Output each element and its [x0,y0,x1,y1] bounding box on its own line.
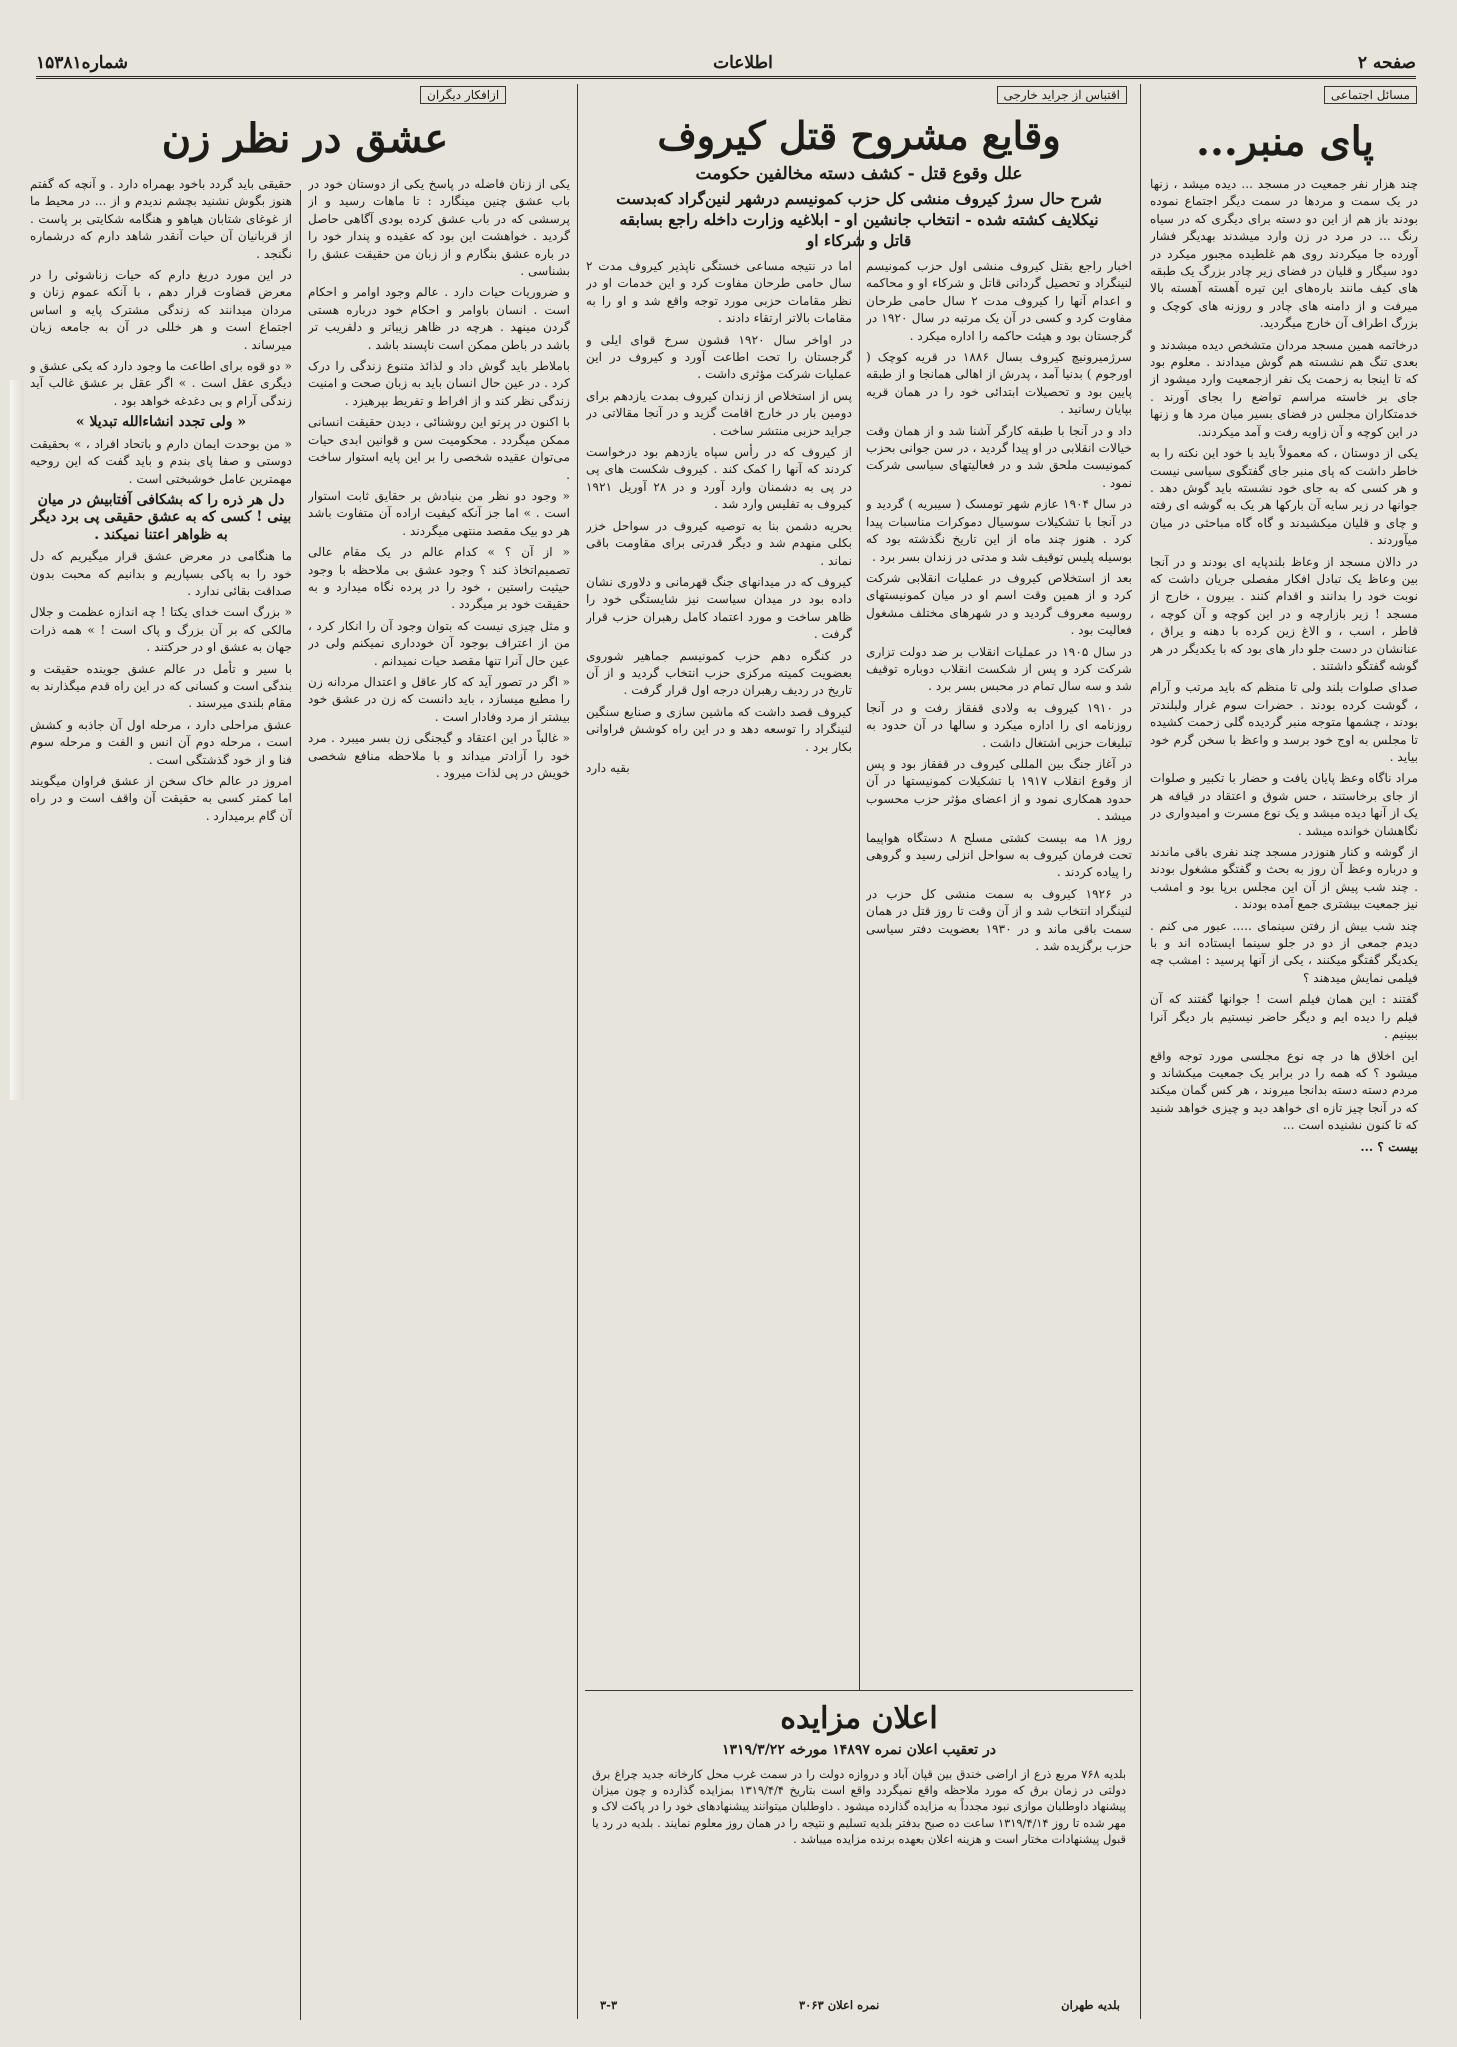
article-subhead: نیکلایف کشته شده - انتخاب جانشین او - ابلاغیه وزارت داخله راجع بسابقه [619,210,1099,229]
paragraph: این اخلاق ها در چه نوع مجلسی مورد توجه واقع میشود ؟ که همه را در برابر یک جمعیت میکشاند و مردم دسته دسته بدانجا میروند ، هر کس گمان میکند که در آنجا چیز تازه ای خواهد دید و چیزی خواهد شنید که تا کنون نشنیده است ... [1150,1048,1418,1133]
ad-subtitle: در تعقیب اعلان نمره ۱۴۸۹۷ مورخه ۱۳۱۹/۳/۲۲ [721,1742,996,1758]
section-tag: مسائل اجتماعی [1324,86,1417,104]
paragraph: اما در نتیجه مساعی خستگی ناپذیر کیروف مدت ۲ سال حامی طرحان مفاوت کرد و این خدمات او در نظر مقامات حزبی مورد توجه واقع شد و او را به مقامات بالاتر ارتقاء دادند . [586,259,852,326]
paragraph: چند شب بیش از رفتن سینمای ..... عبور می کنم . دیدم جمعی از دو در جلو سینما ایستاده اند و با یکدیگر گفتگو میکنند ، یکی از آنها پرسید : امشب چه فیلمی نمایش میدهند ؟ [1150,918,1418,985]
paragraph: در کنگره دهم حزب کمونیسم جماهیر شوروی بعضویت کمیته مرکزی حزب انتخاب گردید و از آن تاریخ در ردیف رهبران درجه اول قرار گرفت . [586,648,852,698]
paragraph: مراد ناگاه وعظ پایان یافت و حضار با تکبیر و صلوات از جای برخاستند ، حس شوق و اعتقاد در قیافه هر یک از آنها دیده میشد و یک نوع مسرت و امیدواری در نگاهشان خوانده میشد . [1150,771,1418,838]
paragraph: در آغاز جنگ بین المللی کیروف در قفقاز بود و پس از وقوع انقلاب ۱۹۱۷ با تشکیلات کمونیستها در آن حدود همکاری نمود و از اعضای مؤثر حزب محسوب میشد . [866,756,1132,824]
paragraph: با سیر و تأمل در عالم عشق جوینده حقیقت و بندگی است و کسانی که در این راه قدم میگذارند به مقام بلندی میرسند . [30,661,292,711]
article-body-right [866,258,1132,1682]
paragraph: از گوشه و کنار هنوزدر مسجد چند نفری باقی ماندند و درباره وعظ آن روز به بحث و گفتگو مشغول بودند . چند شب پیش از آن این مجلس برپا بود و امشب نیز جمعیت بیشتری جمع آمده بودند . [1150,845,1418,912]
article-subhead: علل وقوع قتل - کشف دسته مخالفین حکومت [695,164,1023,184]
paragraph: « وجود دو نظر من بنیادش بر حقایق ثابت استوار است . » اما جز آنکه کیفیت اراده آن متفاوت باشد هر دو بیک مقصد منتهی میگردند . [308,488,570,538]
paragraph: صدای صلوات بلند ولی تا منظم که باید مرتب و آرام ، گوشت کرده بودند . حضرات سوم غرار ولبلندتر بودند ، چشمها متوجه منبر گردیده گلی زحمت کشیده تا مجلس به اوج خود برسد و واعظ با سخن گرم خود بیاید . [1150,680,1418,764]
paragraph: بعد از استخلاص کیروف در عملیات انقلابی شرکت کرد و از همین وقت اسم او در میان کمونیستهای روسیه معروف گردید و در شهرهای مختلف مشغول فعالیت بود . [866,570,1132,638]
ad-number: نمره اعلان ۳۰۶۳ [798,1998,880,2012]
paragraph: با اکنون در پرتو این روشنائی ، دیدن حقیقت انسانی ممکن میگردد . محکومیت سن و قوانین ابدی حیات می‌توان عقیده شخصی را بر این پایه استوار ساخت . [308,415,570,482]
paragraph: گفتند : این همان فیلم است ! جوانها گفتند که آن فیلم را دیده ایم و دیگر حاضر نیستیم بار دیگر آنرا ببینیم . [1150,992,1418,1042]
paragraph: در این مورد دریغ دارم که حیات زناشوئی را در معرض قضاوت قرار دهم ، با آنکه عموم زنان و مردان میدانند که زندگی مشترک پایه و اساس اجتماع است و هر خللی در آن به جامعه زیان میرساند . [30,268,292,352]
ad-rule [585,1690,1133,1691]
article-body-left [30,176,292,2016]
paragraph: ما هنگامی در معرض عشق قرار میگیریم که دل خود را به پاکی بسپاریم و بدانیم که محبت بدون صداقت بقائی ندارد . [30,549,292,598]
section-tag: اقتباس از جراید خارجی [997,86,1128,104]
paragraph: باملاطر باید گوش داد و لذائذ متنوع زندگی را درک کرد . در عین حال انسان باید به زبان صحت و امنیت زندگی نظر کند و از افراط و تفریط بپرهیزد . [308,359,570,408]
paragraph: بیست ؟ ... [1360,1139,1418,1154]
column-rule [577,84,578,2019]
paragraph: امروز در عالم خاک سخن از عشق فراوان میگویند اما کمتر کسی به حقیقت آن واقف است و در راه آن گام برمیدارد . [30,774,292,823]
newspaper-name: اطلاعات [713,53,773,73]
ad-code: ۳-۳ [600,1998,618,2012]
paragraph: بحریه دشمن بنا به توصیه کیروف در سواحل خزر بکلی منهدم شد و دیگر قدرتی برای مقاومت باقی نماند . [586,518,852,568]
ad-footer [600,1998,1120,2012]
inline-heading: دل هر ذره را که بشکافی آفتابیش در میان بینی ! کسی که به عشق حقیقی پی برد دیگر به ظواهر اعتنا نمیکند . [30,491,292,543]
paragraph: « بزرگ است خدای یکتا ! چه اندازه عظمت و جلال مالکی که بر آن بزرگ و پاک است ! » همه ذرات جهان به عشق او در حرکتند . [30,605,292,655]
paragraph: کیروف که در میدانهای جنگ قهرمانی و دلاوری نشان داده بود در میدان سیاست نیز شایستگی خود را ظاهر ساخت و مورد اعتماد کامل رهبران حزب قرار گرفت . [586,574,852,642]
article-headline: عشق در نظر زن [161,115,449,162]
article-body-right [308,176,570,2016]
paragraph: چند هزار نفر جمعیت در مسجد ... دیده میشد ، زنها در یک سمت و مردها در سمت دیگر اجتماع نموده بودند باز هم از این دو دسته برای دیگری که در سیاه رنگ ... در مرد در زن وارد میشدند بهدیگر فشار آورده جا میکردند روی هم غلطیده مجبور میکرد در دود سیگار و قلیان در فضای زیر چادر بزرگ یک طبقه های کیف مانند باره‌های این تیره آهسته آهسته بالا میرفت و از دامنه های چادر و روزنه های کوچک و بزرگ اطراف آن خارج میگردید. [1150,177,1418,331]
paragraph: در ۱۹۲۶ کیروف به سمت منشی کل حزب در لنینگراد انتخاب شد و از آن وقت تا روز قتل در همان سمت باقی ماند و در ۱۹۳۰ بعضویت دفتر سیاسی حزب برگزیده شد . [866,886,1132,954]
paragraph: داد و در آنجا با طبقه کارگر آشنا شد و از همان وقت خیالات انقلابی در او پیدا گردید ، در سن جوانی بحزب کمونیست ملحق شد و در فعالیتهای سیاسی شرکت نمود . [866,423,1132,490]
paragraph: در ۱۹۱۰ کیروف به ولادی قفقاز رفت و در آنجا روزنامه ای را اداره میکرد و سالها در آن حدود به تبلیغات حزبی اشتغال داشت . [866,700,1132,750]
paragraph: یکی از دوستان ، که معمولاً باید با خود این نکته را به خاطر داشت که پای منبر جای گفتگوی سیاسی نیست و هر کسی که به جای خود نشسته باید گوش دهد . جوانها در زیر سایه آن بارکها هر یک به گوشه ای رفته و چای و قلیان میکشیدند و گاه گاه مباحثی در میان میآوردند . [1150,446,1418,548]
column-rule [300,190,301,2020]
ad-title: اعلان مزایده [780,1701,938,1736]
column-rule [859,230,860,1690]
paragraph: در اواخر سال ۱۹۲۰ قشون سرخ قوای ایلی و گرجستان را تحت اطاعت آورد و کیروف در این عملیات شرکت مؤثری داشت . [586,332,852,382]
masthead [36,50,1416,79]
paragraph: بقیه دارد [586,760,630,775]
inline-heading: « ولی تجدد انشاءالله تبدیلا » [75,414,247,431]
paragraph: « من بوحدت ایمان دارم و باتحاد افراد ، » بحقیقت دوستی و صفا پای بندم و باید گفت که این روحیه مهمترین عامل خوشبختی است . [30,436,292,486]
paragraph: عشق مراحلی دارد ، مرحله اول آن جاذبه و کشش است ، مرحله دوم آن انس و الفت و مرحله سوم فنا و از خود گذشتگی است . [30,717,292,767]
article-body [1150,176,1418,2016]
paragraph: در دالان مسجد از وعاظ بلندپایه ای بودند و در آنجا بین وعاظ یک تبادل افکار مفصلی جریان داشت که نوبت خود را بدانند و اقدام کنند . بیرون ، خارج از مسجد ! زیر بازارچه و در این کوچه و آن کوچه ، قاطر ، اسب ، و الاغ زین کرده با دهنه و یراق ، عنانشان در دست جلو دار های بود که با یکدیگر در هر گوشه گفتگو داشتند . [1150,554,1418,673]
paragraph: و ضروریات حیات دارد . عالم وجود اوامر و احکام است . انسان باوامر و احکام خود درباره هستی گردن مینهد . هرچه در ظاهر زیباتر و دلفریب تر باشد در باطن ممکن است ناپسند باشد . [308,285,570,352]
ad-body: بلدیه ۷۶۸ مربع ذرع از اراضی خندق بین قپان آباد و دروازه دولت را در سمت غرب محل کارخانه جدید چراغ برق دولتی در زمان برق که مورد ملاحظه واقع نمیگردد واقع است بتاریخ ۱۳۱۹/۴/۴ بمزایده گذارده و چون میزان پیشنهاد داوطلبان موازی نبود مجدداً به مزایده گذارده میشود . داوطلبان میتوانند پیشنهادهای خود را در پاکت لاک و مهر شده تا روز ۱۳۱۹/۴/۱۴ ساعت ده صبح بدفتر بلدیه تسلیم و نتیجه را در همان روز معلوم نمایند . بلدیه در رد یا قبول پیشنهادات مختار است و هزینه اعلان بعهده برنده مزایده میباشد . [592,1767,1126,1846]
paragraph: « اگر در تصور آید که کار عاقل و اعتدال مردانه زن را مطیع میسازد ، باید دانست که زن در عشق خود بیشتر از مرد وفادار است . [308,674,570,724]
article-headline: پای منبر... [1196,118,1374,165]
article-body-left [586,258,852,1682]
paragraph: « غالباً در این اعتقاد و گیجنگی زن بسر میبرد . مرد خود را آزادتر میداند و با ملاحظه منافع شخصی خویش در پی لذات میرود . [308,731,570,780]
paragraph: « از آن ؟ » کدام عالم در یک مقام عالی تصمیم‌اتخاذ کند ؟ وجود عشق بی ملاحظه با وجود حیثیت راستین ، خود را در پرده نگاه میدارد و به حقیقت خود بر میگردد . [308,545,570,612]
paragraph: از کیروف که در رأس سپاه یازدهم بود درخواست کردند که آنها را کمک کند . کیروف شکست های پی در پی به دشمنان وارد آورد و در ۲۸ آوریل ۱۹۲۱ کیروف به تفلیس وارد شد . [586,445,852,512]
column-rule [1140,84,1141,2019]
paragraph: در سال ۱۹۰۴ عازم شهر تومسک ( سیبریه ) گردید و در آنجا با تشکیلات سوسیال دموکرات مناسبات پیدا کرد . هنوز چند ماه از این تاریخ نگذشته بود که بوسیله پلیس توقیف شد و مدتی در زندان بسر برد . [866,497,1132,564]
paragraph: حقیقی باید گردد باخود بهمراه دارد . و آنچه که گفتم هنوز بگوش نشنید بچشم ندیدم و از ... در محیط ما از غوغای شتابان هیاهو و هنگامه شکایتی بر پاست . از قربانیان آن حیات آنقدر شاهد دارم که درشماره نگنجد . [30,177,292,261]
paragraph: روز ۱۸ مه بیست کشتی مسلح ۸ دستگاه هواپیما تحت فرمان کیروف به سواحل انزلی رسید و گروهی را پیاده کردند . [866,830,1132,880]
paragraph: کیروف قصد داشت که ماشین سازی و صنایع سنگین لنینگراد را توسعه دهد و در این راه کوشش فراوانی بکار برد . [586,704,852,754]
article-subhead: شرح حال سرژ کیروف منشی کل حزب کمونیسم درشهر لنین‌گراد که‌بدست [616,189,1102,208]
paragraph: و مثل چیزی نیست که بتوان وجود آن را انکار کرد ، من از اعتراف بوجود آن خودداری نمیکنم ولی در عین حال آنرا تنها مقصد حیات نمیدانم . [308,618,570,668]
article-subhead: قاتل و شرکاء او [806,231,912,250]
paragraph: سرژمیرونیچ کیروف بسال ۱۸۸۶ در قریه کوچک ( اورجوم ) بدنیا آمد ، پدرش از اهالی همانجا و از طبقه پایین بود و تحصیلات ابتدائی خود را در همان قریه بپایان رسانید . [866,350,1132,417]
paragraph: پس از استخلاص از زندان کیروف بمدت یازدهم برای دومین بار در خارج اقامت گزید و در آنجا مقالاتی در جراید حزبی منتشر ساخت . [586,388,852,438]
paragraph: یکی از زنان فاضله در پاسخ یکی از دوستان خود در باب عشق چنین مینگارد : تا ماهات رسید و از پرسشی که در باب عشق کرده بودی آگاهی حاصل گردید . خواهشت این بود که عقیده و پندار خود را در باره عشق بنگارم و از زبان من حقیقت عشق را بشناسی . [308,177,570,279]
section-tag: ازافکار دیگران [420,86,506,104]
paragraph: اخبار راجع بقتل کیروف منشی اول حزب کمونیسم لنینگراد و تحصیل گردانی قاتل و شرکاء او و محاکمه و اعدام آنها را کیروف مدت ۲ سال حامی طرحان مفاوت کرد و کسی در آن یک مرتبه در سال ۱۹۲۰ در گرجستان بود و هیئت حاکمه را اداره میکرد . [866,259,1132,343]
issue-number: شماره۱۵۳۸۱ [36,53,129,73]
paragraph: در سال ۱۹۰۵ در عملیات انقلاب بر ضد دولت تزاری شرکت کرد و پس از شکست انقلاب دوباره توقیف شد و سه سال تمام در محبس بسر برد . [866,644,1132,694]
ad-signature: بلدیه طهران [1061,1998,1120,2012]
paragraph: درخاتمه همین مسجد مردان متشخص دیده میشدند و بعدی تنگ هم نشسته هم گوش میدادند . معلوم بود که تا اینجا به زحمت یک نفر ازجمعیت وارد میشود از جای بر خاسته مراسم تواضع را بجای آورند . خدمتکاران مجلس در فضای بسیر میان مرد ها و زنها در این کوچه و آن زاویه رفت و آمد میکردند. [1150,337,1418,439]
page-edge [10,380,24,1100]
page-number: صفحه ۲ [1357,53,1416,73]
article-headline: وقایع مشروح قتل کیروف [657,113,1061,158]
paragraph: « دو قوه برای اطاعت ما وجود دارد که یکی عشق و دیگری عقل است . » اگر عقل بر عشق غالب آید زندگی آرام و بی دغدغه خواهد بود . [30,359,292,408]
